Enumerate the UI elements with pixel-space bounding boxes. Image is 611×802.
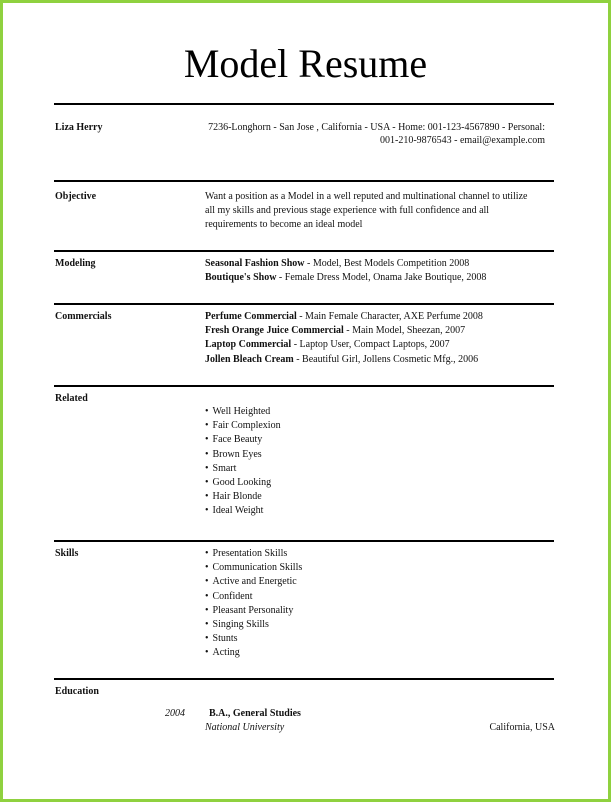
objective-line: requirements to become an ideal model [205, 219, 363, 231]
section-divider [54, 303, 554, 305]
section-label-skills: Skills [55, 548, 79, 559]
list-item [205, 257, 555, 271]
education-location: California, USA [489, 722, 555, 733]
education-degree: B.A., General Studies [209, 708, 301, 719]
objective-line: Want a position as a Model in a well reputed and multinational channel to utilize [205, 191, 528, 202]
list-item: • Fair Complexion [205, 419, 555, 433]
list-item: • Active and Energetic [205, 575, 555, 589]
objective-line: all my skills and previous stage experience with full confidence and all [205, 205, 490, 217]
related-list [205, 405, 555, 519]
objective-text [205, 190, 555, 233]
page-title: Model Resume [183, 41, 428, 86]
modeling-list [205, 257, 555, 285]
list-item: • Pleasant Personality [205, 604, 555, 618]
list-item: • Singing Skills [205, 618, 555, 632]
education-school: National University [205, 722, 285, 733]
entry-title: Boutique's Show [205, 272, 277, 284]
list-item: • Stunts [205, 632, 555, 646]
section-divider [54, 385, 554, 387]
section-divider [54, 540, 554, 542]
list-item: • Acting [205, 646, 555, 660]
list-item: • Hair Blonde [205, 490, 555, 504]
entry-title: Seasonal Fashion Show [205, 258, 305, 269]
list-item [205, 353, 555, 367]
section-divider [54, 103, 554, 105]
skills-list [205, 547, 555, 661]
commercials-list [205, 310, 555, 367]
entry-detail: - Model, Best Models Competition 2008 [304, 258, 470, 269]
list-item: • Ideal Weight [205, 504, 555, 518]
list-item [205, 310, 555, 324]
entry-detail: - Beautiful Girl, Jollens Cosmetic Mfg., 2006 [293, 353, 479, 365]
list-item: • Well Heighted [205, 405, 555, 419]
section-divider [54, 180, 554, 182]
section-label-related: Related [55, 393, 88, 404]
section-label-objective: Objective [55, 191, 97, 202]
entry-title: Perfume Commercial [205, 311, 297, 322]
list-item: • Smart [205, 462, 555, 476]
list-item: • Face Beauty [205, 433, 555, 447]
entry-title: Jollen Bleach Cream [205, 353, 294, 365]
contact-line: 7236-Longhorn - San Jose , California - USA - Home: 001-123-4567890 - Personal: [208, 122, 545, 133]
education-year: 2004 [165, 708, 185, 719]
section-label-modeling: Modeling [55, 258, 96, 269]
list-item [205, 271, 555, 285]
contact-line: 001-210-9876543 - email@example.com [380, 135, 545, 146]
entry-title: Laptop Commercial [205, 339, 292, 351]
list-item: • Confident [205, 590, 555, 604]
candidate-name: Liza Herry [55, 122, 103, 133]
entry-detail: - Main Model, Sheezan, 2007 [343, 325, 466, 337]
list-item [205, 324, 555, 338]
list-item: • Brown Eyes [205, 448, 555, 462]
entry-detail: - Female Dress Model, Onama Jake Boutique, 2008 [276, 272, 487, 284]
section-label-education: Education [55, 686, 99, 697]
list-item: • Presentation Skills [205, 547, 555, 561]
entry-detail: - Main Female Character, AXE Perfume 2008 [296, 311, 483, 322]
list-item [205, 338, 555, 352]
section-divider [54, 678, 554, 680]
section-divider [54, 250, 554, 252]
entry-title: Fresh Orange Juice Commercial [205, 325, 344, 337]
entry-detail: - Laptop User, Compact Laptops, 2007 [291, 339, 450, 351]
list-item: • Good Looking [205, 476, 555, 490]
list-item: • Communication Skills [205, 561, 555, 575]
contact-info [160, 121, 545, 147]
section-label-commercials: Commercials [55, 311, 112, 322]
